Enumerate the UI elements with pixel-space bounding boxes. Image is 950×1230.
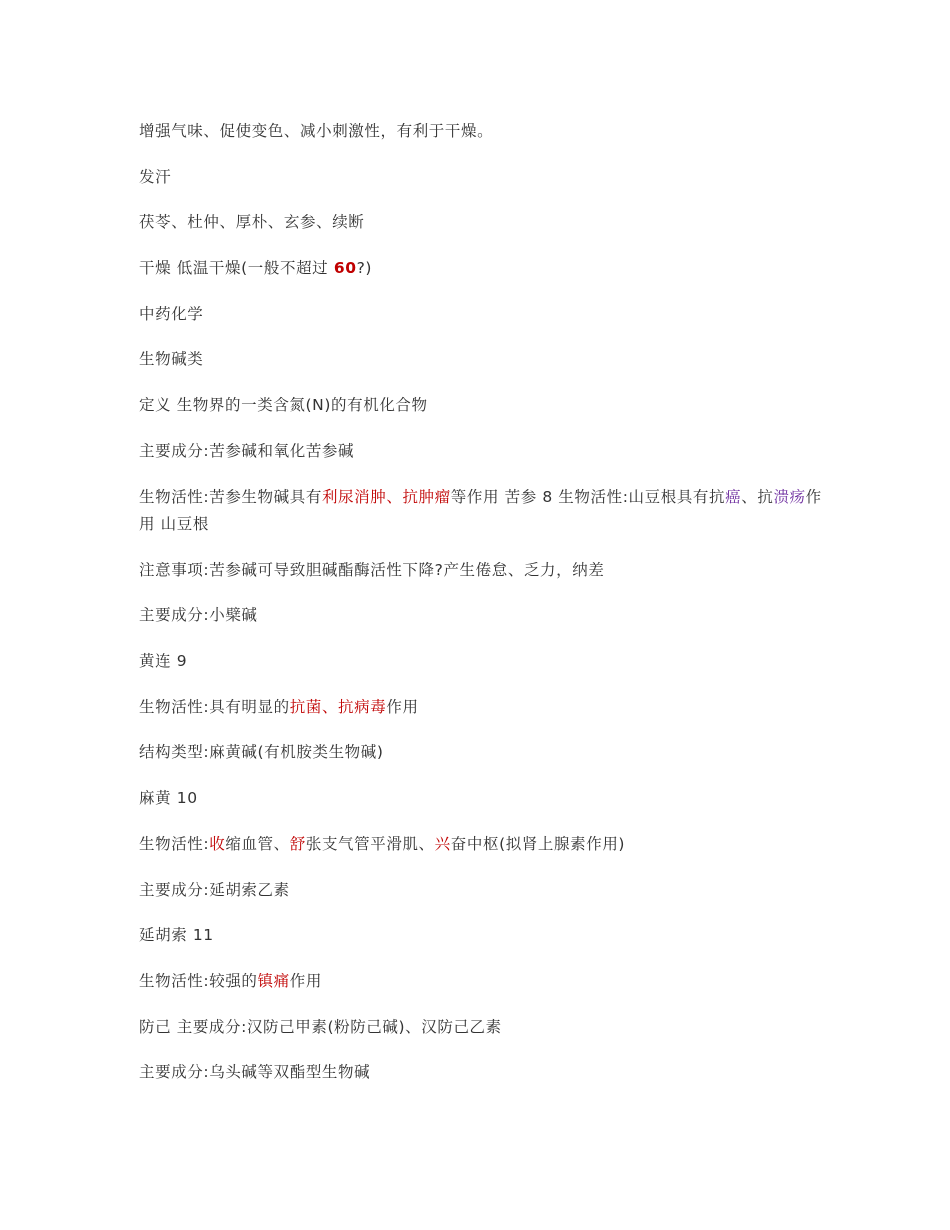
document-body — [139, 118, 829, 1105]
paragraph-text: 主要成分:乌头碱等双酯型生物碱 — [139, 1063, 371, 1082]
paragraph — [139, 1059, 829, 1087]
paragraph — [139, 648, 829, 676]
section-heading — [139, 301, 829, 329]
paragraph — [139, 877, 829, 905]
highlight-text: 镇痛 — [257, 971, 290, 990]
paragraph — [139, 484, 829, 539]
paragraph-text: 黄连 9 — [139, 652, 188, 671]
paragraph-text: 等作用 苦参 8 生物活性:山豆根具有抗 — [450, 487, 726, 506]
paragraph-text: 主要成分:小檗碱 — [139, 606, 258, 625]
paragraph-text: 防己 主要成分:汉防己甲素(粉防己碱)、汉防己乙素 — [139, 1017, 502, 1036]
paragraph-text: 干燥 低温干燥(一般不超过 — [139, 259, 334, 278]
paragraph — [139, 164, 829, 192]
paragraph-text: 生物活性:具有明显的 — [139, 697, 290, 716]
paragraph — [139, 831, 829, 859]
paragraph — [139, 694, 829, 722]
paragraph-text: 定义 生物界的一类含氮(N)的有机化合物 — [139, 396, 428, 415]
paragraph-text: 张支气管平滑肌、 — [305, 834, 435, 853]
highlight-text: 舒 — [289, 834, 306, 853]
paragraph — [139, 968, 829, 996]
paragraph — [139, 602, 829, 630]
paragraph — [139, 209, 829, 237]
paragraph — [139, 392, 829, 420]
highlight-value: 60 — [333, 259, 357, 278]
highlight-text: 抗菌 — [289, 697, 322, 716]
paragraph — [139, 785, 829, 813]
paragraph-text: 茯苓、杜仲、厚朴、玄参、续断 — [139, 213, 365, 232]
paragraph-text: 增强气味、促使变色、减小刺激性，有利于干燥。 — [139, 122, 494, 140]
paragraph-text: 生物活性: — [139, 834, 210, 853]
paragraph — [139, 1014, 829, 1042]
highlight-text: 收 — [209, 834, 226, 853]
paragraph-text: 发汗 — [139, 167, 172, 186]
section-heading — [139, 346, 829, 374]
paragraph — [139, 739, 829, 767]
paragraph-text: ?) — [356, 259, 373, 278]
paragraph-text: 作用 — [289, 971, 322, 990]
highlight-text: 癌 — [725, 487, 742, 506]
paragraph-text: 延胡索 11 — [139, 926, 214, 945]
highlight-text: 溃疡 — [773, 487, 806, 506]
paragraph-text: 麻黄 10 — [139, 789, 198, 808]
paragraph — [139, 118, 829, 146]
highlight-text: 利尿消肿 — [321, 487, 387, 506]
highlight-text: 抗病毒 — [338, 697, 387, 716]
paragraph-text: 奋中枢(拟肾上腺素作用) — [450, 834, 626, 853]
paragraph-text: 作用 — [386, 697, 419, 716]
paragraph-text: 注意事项:苦参碱可导致胆碱酯酶活性下降?产生倦怠、乏力，纳差 — [139, 560, 605, 579]
highlight-text: 兴 — [434, 834, 451, 853]
heading-text: 生物碱类 — [139, 350, 204, 369]
highlight-text: 、 — [321, 697, 339, 716]
paragraph-text: 生物活性:苦参生物碱具有 — [139, 487, 322, 506]
paragraph-text: 主要成分:延胡索乙素 — [139, 880, 290, 899]
paragraph-text: 结构类型:麻黄碱(有机胺类生物碱) — [139, 743, 384, 762]
paragraph-text: 作用 山豆根 — [139, 487, 822, 533]
paragraph-text: 生物活性:较强的 — [139, 971, 258, 990]
highlight-text: 抗肿瘤 — [402, 487, 451, 506]
paragraph-text: 缩血管、 — [225, 834, 290, 853]
paragraph — [139, 922, 829, 950]
paragraph — [139, 438, 829, 466]
heading-text: 中药化学 — [139, 304, 204, 323]
paragraph-text: 主要成分:苦参碱和氧化苦参碱 — [139, 441, 355, 460]
highlight-text: 、 — [386, 487, 403, 506]
paragraph-text: 、抗 — [741, 487, 774, 506]
paragraph — [139, 255, 829, 283]
paragraph — [139, 557, 829, 585]
